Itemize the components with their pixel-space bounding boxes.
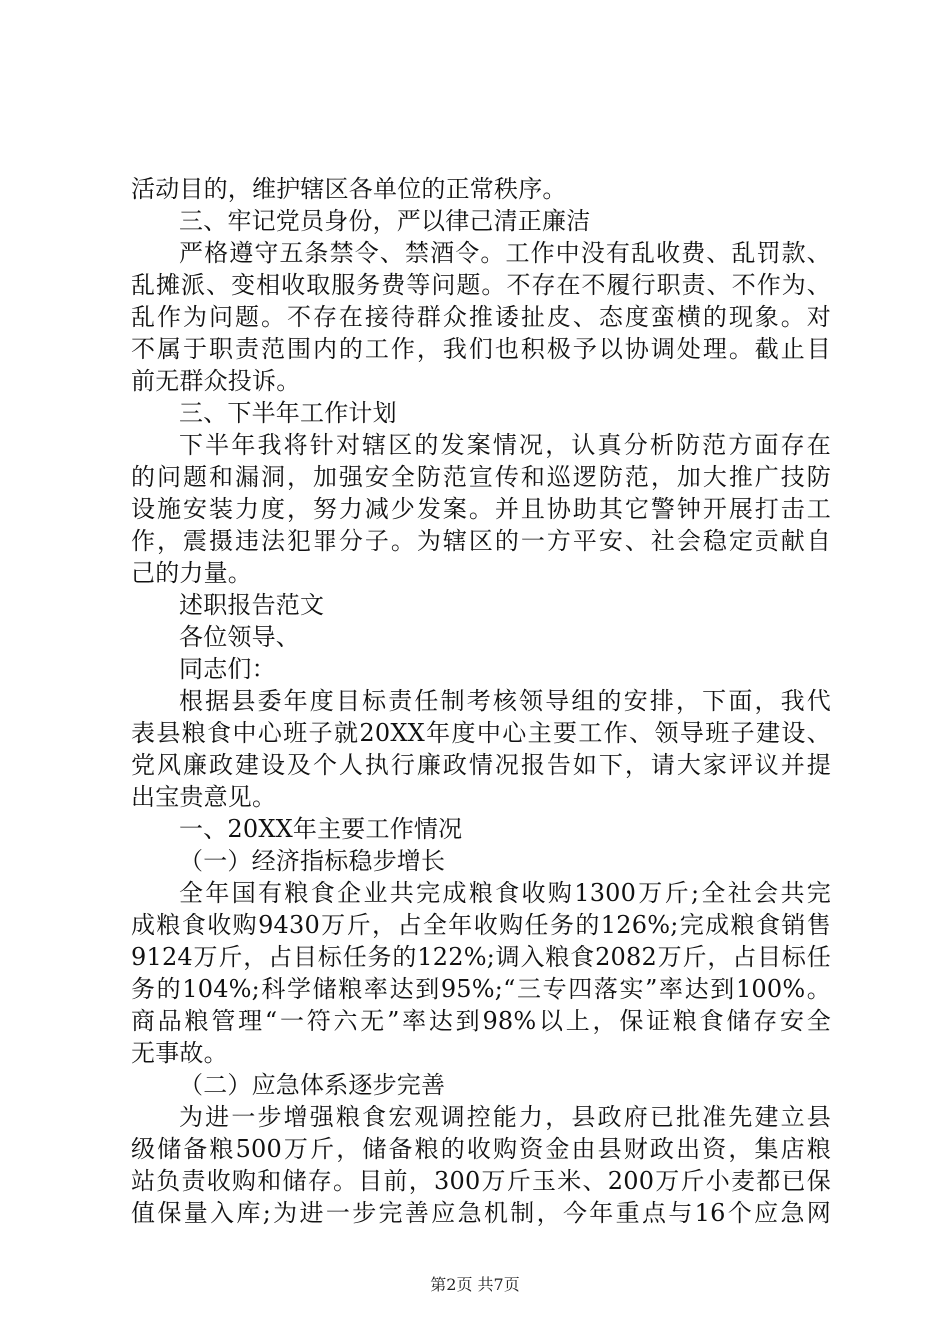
text-line: 一、20XX年主要工作情况: [179, 815, 463, 843]
text-line: 设施安装力度，努力减少发案。并且协助其它警钟开展打击工: [131, 495, 831, 523]
text-line: （二）应急体系逐步完善: [179, 1071, 446, 1099]
text-line: 成粮食收购9430万斤，占全年收购任务的126%;完成粮食销售: [131, 911, 831, 939]
text-line: 无事故。: [131, 1039, 228, 1067]
text-line: （一）经济指标稳步增长: [179, 847, 446, 875]
text-line: 站负责收购和储存。目前，300万斤玉米、200万斤小麦都已保: [131, 1167, 831, 1195]
text-line: 的问题和漏洞，加强安全防范宣传和巡逻防范，加大推广技防: [131, 463, 831, 491]
text-line: 9124万斤，占目标任务的122%;调入粮食2082万斤，占目标任: [131, 943, 831, 971]
text-line: 各位领导、: [179, 623, 300, 651]
text-line: 前无群众投诉。: [131, 367, 301, 395]
text-line: 值保量入库;为进一步完善应急机制，今年重点与16个应急网: [131, 1199, 831, 1227]
document-body: [131, 173, 831, 1229]
text-line: 全年国有粮食企业共完成粮食收购1300万斤;全社会共完: [179, 879, 831, 907]
text-line: 表县粮食中心班子就20XX年度中心主要工作、领导班子建设、: [131, 719, 831, 747]
text-line: 级储备粮500万斤，储备粮的收购资金由县财政出资，集店粮: [131, 1135, 831, 1163]
text-line: 党风廉政建设及个人执行廉政情况报告如下，请大家评议并提: [131, 751, 831, 779]
text-line: 三、下半年工作计划: [179, 399, 397, 427]
text-line: 下半年我将针对辖区的发案情况，认真分析防范方面存在: [179, 431, 831, 459]
text-line: 乱摊派、变相收取服务费等问题。不存在不履行职责、不作为、: [131, 271, 831, 299]
text-line: 商品粮管理“一符六无”率达到98%以上，保证粮食储存安全: [131, 1007, 831, 1035]
text-line: 严格遵守五条禁令、禁酒令。工作中没有乱收费、乱罚款、: [179, 239, 831, 267]
text-line: 活动目的，维护辖区各单位的正常秩序。: [131, 175, 567, 203]
text-line: 不属于职责范围内的工作，我们也积极予以协调处理。截止目: [131, 335, 831, 363]
text-line: 根据县委年度目标责任制考核领导组的安排，下面，我代: [179, 687, 831, 715]
text-line: 三、牢记党员身份，严以律己清正廉洁: [179, 207, 591, 235]
text-line: 为进一步增强粮食宏观调控能力，县政府已批准先建立县: [179, 1103, 831, 1131]
text-line: 出宝贵意见。: [131, 783, 277, 811]
text-line: 述职报告范文: [179, 591, 325, 619]
text-line: 乱作为问题。不存在接待群众推诿扯皮、态度蛮横的现象。对: [131, 303, 831, 331]
text-line: 务的104%;科学储粮率达到95%;“三专四落实”率达到100%。: [131, 975, 831, 1003]
text-line: 作，震摄违法犯罪分子。为辖区的一方平安、社会稳定贡献自: [131, 527, 831, 555]
text-line: 同志们：: [179, 655, 276, 683]
page-footer: 第2页 共7页: [430, 1275, 520, 1294]
text-line: 己的力量。: [131, 559, 252, 587]
